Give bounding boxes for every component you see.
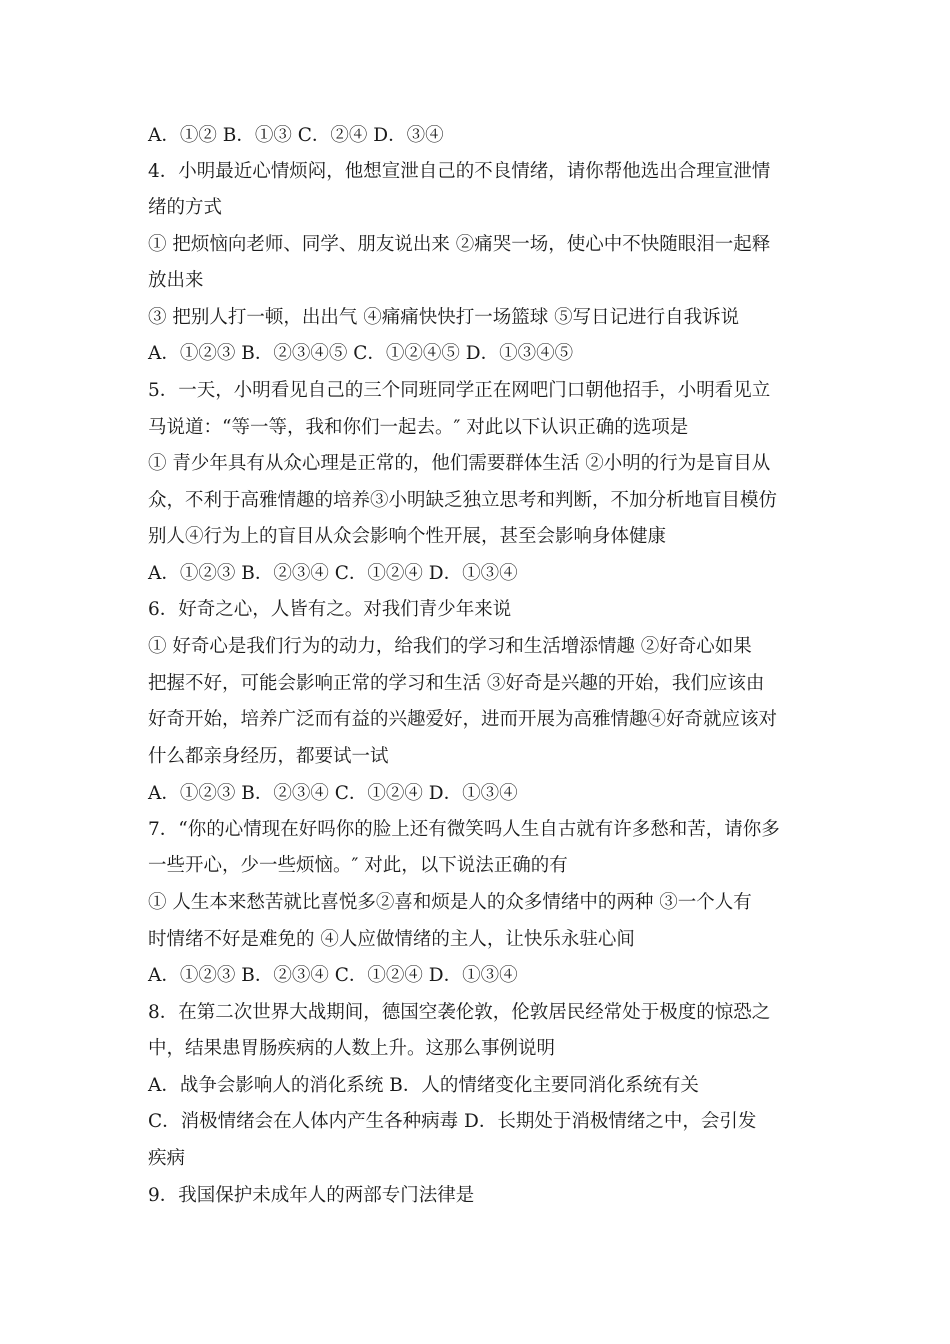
q5-stem-line1: 5．一天，小明看见自己的三个同班同学正在网吧门口朝他招手，小明看见立 [148, 380, 771, 401]
q7-stem-line2: 一些开心，少一些烦恼。″ 对此，以下说法正确的有 [148, 855, 568, 876]
q5-statements-line3: 别人④行为上的盲目从众会影响个性开展，甚至会影响身体健康 [148, 526, 667, 547]
q8-stem-line1: 8．在第二次世界大战期间，德国空袭伦敦，伦敦居民经常处于极度的惊恐之 [148, 1002, 771, 1023]
q6-options: A．①②③ B．②③④ C．①②④ D．①③④ [148, 783, 518, 804]
q4-stem-line1: 4．小明最近心情烦闷，他想宣泄自己的不良情绪，请你帮他选出合理宣泄情 [148, 161, 771, 182]
q8-stem-line2: 中，结果患胃肠疾病的人数上升。这那么事例说明 [148, 1038, 556, 1059]
q9-stem: 9．我国保护未成年人的两部专门法律是 [148, 1185, 475, 1206]
q3-options: A．①② B．①③ C．②④ D．③④ [148, 125, 444, 146]
q4-statements-line1: ① 把烦恼向老师、同学、朋友说出来 ②痛哭一场，使心中不快随眼泪一起释 [148, 234, 771, 255]
q6-statements-line1: ① 好奇心是我们行为的动力，给我们的学习和生活增添情趣 ②好奇心如果 [148, 636, 752, 657]
q6-statements-line3: 好奇开始，培养广泛而有益的兴趣爱好，进而开展为高雅情趣④好奇就应该对 [148, 709, 778, 730]
q7-options: A．①②③ B．②③④ C．①②④ D．①③④ [148, 965, 518, 986]
q5-options: A．①②③ B．②③④ C．①②④ D．①③④ [148, 563, 518, 584]
q5-stem-line2: 马说道：“等一等，我和你们一起去。″ 对此以下认识正确的选项是 [148, 417, 689, 438]
q6-stem: 6．好奇之心，人皆有之。对我们青少年来说 [148, 599, 512, 620]
q7-statements-line2: 时情绪不好是难免的 ④人应做情绪的主人，让快乐永驻心间 [148, 929, 635, 950]
q4-options: A．①②③ B．②③④⑤ C．①②④⑤ D．①③④⑤ [148, 343, 574, 364]
q7-statements-line1: ① 人生本来愁苦就比喜悦多②喜和烦是人的众多情绪中的两种 ③一个人有 [148, 892, 752, 913]
q8-options-line3: 疾病 [148, 1148, 186, 1169]
q5-statements-line2: 众，不利于高雅情趣的培养③小明缺乏独立思考和判断，不加分析地盲目模仿 [148, 490, 778, 511]
q4-statements-line2: 放出来 [148, 270, 204, 291]
q4-stem-line2: 绪的方式 [148, 197, 223, 218]
q6-statements-line4: 什么都亲身经历，都要试一试 [148, 746, 389, 767]
q6-statements-line2: 把握不好，可能会影响正常的学习和生活 ③好奇是兴趣的开始，我们应该由 [148, 673, 765, 694]
q5-statements-line1: ① 青少年具有从众心理是正常的，他们需要群体生活 ②小明的行为是盲目从 [148, 453, 771, 474]
q7-stem-line1: 7．“你的心情现在好吗你的脸上还有微笑吗人生自古就有许多愁和苦，请你多 [148, 819, 780, 840]
q4-statements-line3: ③ 把别人打一顿，出出气 ④痛痛快快打一场篮球 ⑤写日记进行自我诉说 [148, 307, 740, 328]
q8-options-line1: A．战争会影响人的消化系统 B．人的情绪变化主要同消化系统有关 [148, 1075, 699, 1096]
q8-options-line2: C．消极情绪会在人体内产生各种病毒 D．长期处于消极情绪之中，会引发 [148, 1111, 757, 1132]
